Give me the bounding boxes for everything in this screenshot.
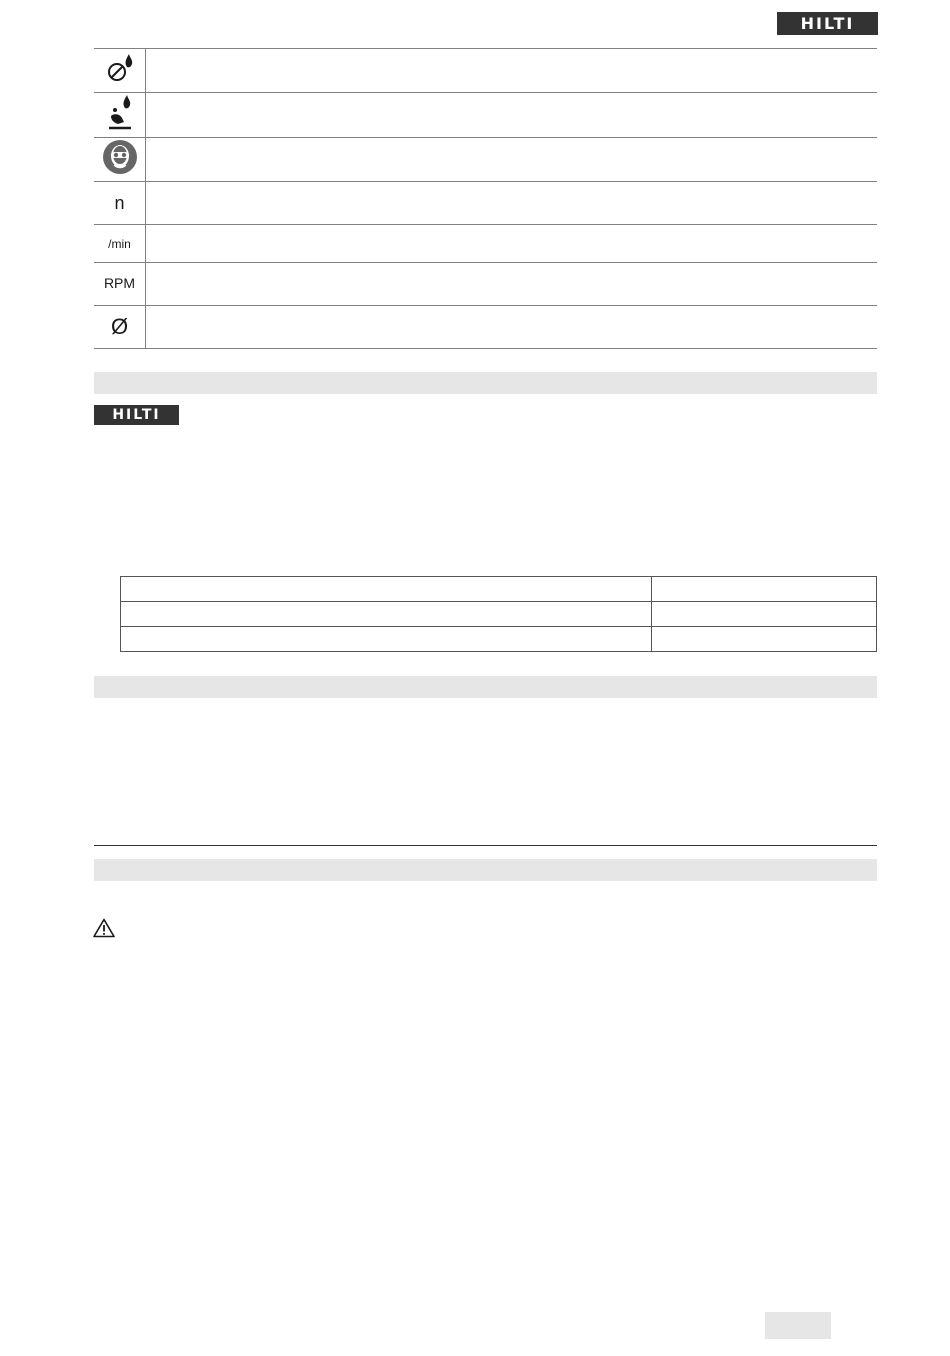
diameter-symbol: Ø (110, 314, 129, 339)
table-row (121, 577, 877, 602)
eye-protection-icon (102, 139, 138, 175)
symbol-row (94, 263, 877, 306)
rpm-symbol: RPM (103, 275, 136, 291)
table-cell (121, 627, 652, 652)
symbol-row (94, 182, 877, 225)
table-cell (652, 627, 877, 652)
table-cell (652, 577, 877, 602)
section-heading-band (94, 372, 877, 394)
section-divider (94, 845, 877, 846)
hilti-logo-inline: HILTI (94, 405, 179, 425)
table-cell (121, 577, 652, 602)
section-heading-band (94, 859, 877, 881)
hilti-logo: HILTI (777, 12, 878, 35)
symbol-legend-table (94, 48, 877, 349)
no-open-flame-icon (105, 51, 135, 85)
flying-sparks-icon (105, 94, 135, 132)
symbol-row (94, 49, 877, 93)
symbol-row (94, 225, 877, 263)
warning-icon (93, 918, 115, 938)
table-cell (652, 602, 877, 627)
page-number-box (765, 1312, 831, 1339)
symbol-row (94, 306, 877, 349)
symbol-row (94, 93, 877, 138)
table-row (121, 602, 877, 627)
section-heading-band (94, 676, 877, 698)
table-row (121, 627, 877, 652)
per-minute-symbol: /min (108, 236, 131, 251)
identification-table (120, 576, 877, 652)
rated-speed-symbol: n (114, 192, 125, 213)
table-cell (121, 602, 652, 627)
symbol-row (94, 138, 877, 182)
